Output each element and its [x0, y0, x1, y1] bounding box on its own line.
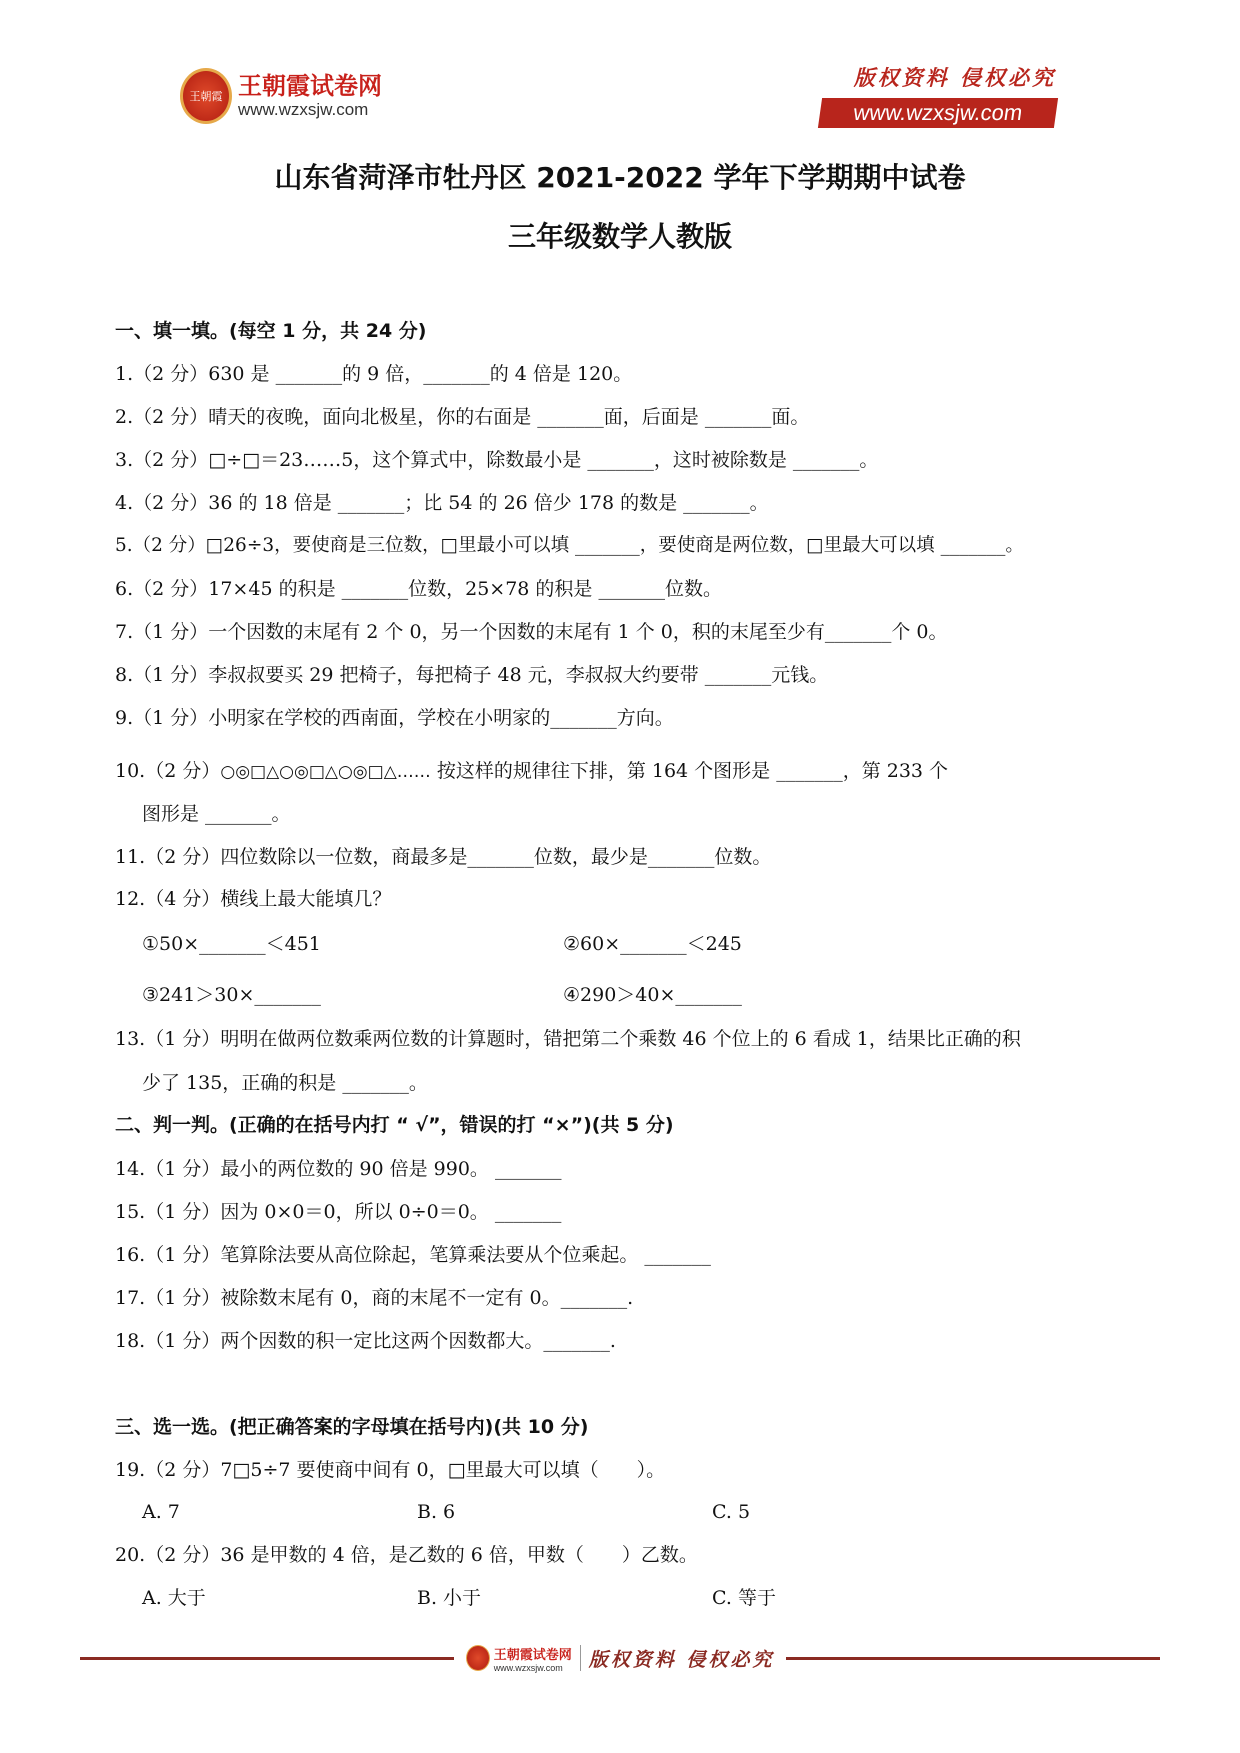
copyright-text: 版权资料 侵权必究 — [853, 65, 1056, 90]
question-10 — [115, 756, 948, 786]
question-10-cont: 图形是 _______。 — [142, 803, 291, 825]
question-8: 8.（1 分）李叔叔要买 29 把椅子，每把椅子 48 元，李叔叔大约要带 _______元钱。 — [115, 664, 829, 686]
seal-icon — [180, 68, 232, 124]
question-7: 7.（1 分）一个因数的末尾有 2 个 0，另一个因数的末尾有 1 个 0，积的末尾至少有_______个 0。 — [115, 621, 948, 643]
footer-logo-url: www.wzxsjw.com — [493, 1662, 563, 1673]
page-subtitle: 三年级数学人教版 — [507, 220, 732, 253]
question-14: 14.（1 分）最小的两位数的 90 倍是 990。 _______ — [115, 1158, 562, 1180]
question-13: 13.（1 分）明明在做两位数乘两位数的计算题时，错把第二个乘数 46 个位上的 6 看成 1，结果比正确的积 — [115, 1028, 1021, 1050]
option-c: C. 等于 — [712, 1587, 776, 1609]
question-6: 6.（2 分）17×45 的积是 _______位数，25×78 的积是 _______位数。 — [115, 578, 722, 600]
question-10-text: 按这样的规律往下排，第 164 个图形是 _______，第 233 个 — [430, 760, 949, 782]
footer-copyright: 版权资料 侵权必究 — [588, 1648, 775, 1671]
question-16: 16.（1 分）笔算除法要从高位除起，笔算乘法要从个位乘起。 _______ — [115, 1244, 711, 1266]
page-title: 山东省菏泽市牡丹区 2021-2022 学年下学期期中试卷 — [274, 161, 966, 194]
seal-text: 王朝霞 — [189, 90, 223, 103]
question-2: 2.（2 分）晴天的夜晚，面向北极星，你的右面是 _______面，后面是 _______面。 — [115, 406, 810, 428]
question-12: 12.（4 分）横线上最大能填几？ — [115, 888, 392, 910]
question-5: 5.（2 分）□26÷3，要使商是三位数，□里最小可以填 _______，要使商是两位数，□里最大可以填 _______。 — [115, 535, 1024, 556]
footer-rule-left — [80, 1657, 454, 1660]
logo-url: www.wzxsjw.com — [238, 100, 369, 119]
shape-sequence: ○◎□△○◎□△○◎□△…… — [220, 762, 431, 782]
question-15: 15.（1 分）因为 0×0＝0，所以 0÷0＝0。 _______ — [115, 1201, 562, 1223]
section-heading: 二、判一判。(正确的在括号内打 “ √”，错误的打 “×”)(共 5 分) — [115, 1114, 674, 1136]
option-a: A. 大于 — [142, 1587, 206, 1609]
question-17: 17.（1 分）被除数末尾有 0，商的末尾不一定有 0。_______. — [115, 1287, 634, 1309]
question-9: 9.（1 分）小明家在学校的西南面，学校在小明家的_______方向。 — [115, 707, 674, 729]
question-12-4: ④290＞40×_______ — [563, 984, 742, 1006]
question-3: 3.（2 分）□÷□＝23……5，这个算式中，除数最小是 _______，这时被除数是 _______。 — [115, 449, 879, 471]
question-1: 1.（2 分）630 是 _______的 9 倍，_______的 4 倍是 120。 — [115, 363, 633, 385]
question-12-3: ③241＞30×_______ — [142, 984, 321, 1006]
copyright-banner — [820, 62, 1056, 128]
question-4: 4.（2 分）36 的 18 倍是 _______；比 54 的 26 倍少 178 的数是 _______。 — [115, 492, 769, 514]
question-12-2: ②60×_______＜245 — [563, 933, 742, 955]
question-18: 18.（1 分）两个因数的积一定比这两个因数都大。_______. — [115, 1330, 616, 1352]
question-20: 20.（2 分）36 是甲数的 4 倍，是乙数的 6 倍，甲数（ ）乙数。 — [115, 1544, 698, 1566]
question-11: 11.（2 分）四位数除以一位数，商最多是_______位数，最少是_______位数。 — [115, 846, 772, 868]
section-heading: 一、填一填。(每空 1 分，共 24 分) — [115, 320, 427, 342]
question-12-1: ①50×_______＜451 — [142, 933, 321, 955]
footer-divider — [580, 1645, 581, 1671]
footer-rule-right — [786, 1657, 1160, 1660]
option-b: B. 6 — [417, 1501, 456, 1523]
section-heading: 三、选一选。(把正确答案的字母填在括号内)(共 10 分) — [115, 1416, 589, 1438]
footer — [80, 1644, 1160, 1672]
footer-logo-name: 王朝霞试卷网 — [493, 1647, 572, 1663]
site-logo[interactable] — [180, 68, 382, 124]
option-c: C. 5 — [712, 1501, 751, 1523]
logo-name: 王朝霞试卷网 — [238, 72, 382, 100]
seal-icon — [466, 1645, 490, 1671]
option-a: A. 7 — [142, 1501, 180, 1523]
option-b: B. 小于 — [417, 1587, 482, 1609]
banner-url[interactable]: www.wzxsjw.com — [818, 98, 1058, 128]
question-13-cont: 少了 135，正确的积是 _______。 — [142, 1072, 428, 1094]
question-19: 19.（2 分）7□5÷7 要使商中间有 0，□里最大可以填（ ）。 — [115, 1459, 666, 1481]
question-10-label: 10.（2 分） — [115, 760, 221, 782]
